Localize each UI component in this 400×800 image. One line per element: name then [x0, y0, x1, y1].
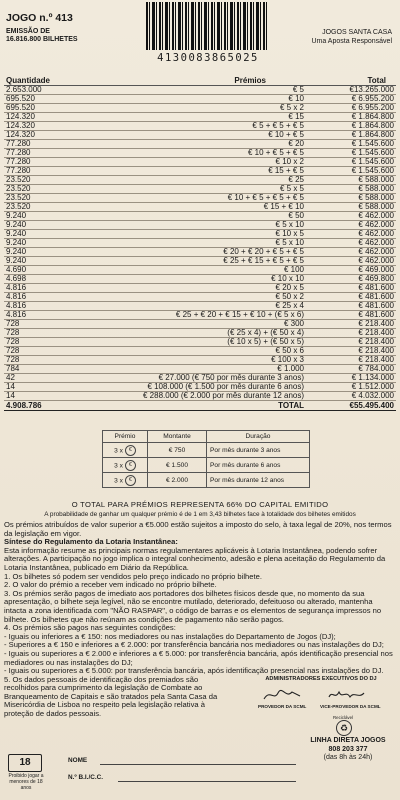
prize-total: € 784.000: [306, 365, 396, 374]
prize-total: € 218.400: [306, 338, 396, 347]
prize-total: € 218.400: [306, 329, 396, 338]
prize-row: [4, 176, 396, 185]
prize-row: [4, 95, 396, 104]
prize-table: [4, 76, 396, 411]
prize-total: €13.265.000: [306, 86, 396, 95]
emission-value: 16.816.800 BILHETES: [6, 36, 78, 43]
prize-row: [4, 329, 396, 338]
inst-premio-text: 3 x: [114, 461, 123, 469]
prize-row: [4, 104, 396, 113]
prize-total: € 462.000: [306, 257, 396, 266]
inst-premio: [103, 443, 148, 458]
inst-duracao: Por mês durante 6 anos: [207, 458, 310, 473]
prize-total: € 1.545.600: [306, 167, 396, 176]
prize-quantity: 728: [4, 347, 92, 356]
header: [0, 0, 400, 84]
hotline-hours: (das 8h às 24h): [323, 754, 373, 761]
prize-description: € 10 + € 5 + € 5 + € 5: [92, 194, 306, 203]
prize-description: € 50 x 2: [92, 293, 306, 302]
total-quantity: 4.908.786: [4, 401, 92, 411]
recycle-icon: ♻: [336, 720, 352, 736]
prize-quantity: 9.240: [4, 212, 92, 221]
inst-montante: € 2.000: [148, 473, 207, 488]
hotline-block: [300, 737, 396, 763]
prize-quantity: 4.690: [4, 266, 92, 275]
prize-total: € 462.000: [306, 248, 396, 257]
prize-quantity: 9.240: [4, 230, 92, 239]
prize-row: [4, 158, 396, 167]
rule-1: 1. Os bilhetes só podem ser vendidos pelo preço indicado no próprio bilhete.: [4, 571, 262, 581]
prize-description: € 10 x 2: [92, 158, 306, 167]
prize-row: [4, 347, 396, 356]
inst-montante: € 750: [148, 443, 207, 458]
prize-row: [4, 311, 396, 320]
prize-total: € 469.800: [306, 275, 396, 284]
inst-premio: [103, 473, 148, 488]
inst-col-premio: Prémio: [103, 431, 148, 443]
prize-description: € 10 + € 5 + € 5: [92, 149, 306, 158]
installment-row: [103, 443, 310, 458]
prize-total: € 469.000: [306, 266, 396, 275]
name-field[interactable]: [100, 764, 296, 765]
prize-description: € 10 + € 5: [92, 131, 306, 140]
emission-label: EMISSÃO DE: [6, 28, 50, 35]
inst-montante: € 1.500: [148, 458, 207, 473]
prize-description: € 27.000 (€ 750 por mês durante 3 anos): [92, 374, 306, 383]
prize-total: € 462.000: [306, 230, 396, 239]
prize-quantity: 9.240: [4, 239, 92, 248]
prize-row: [4, 185, 396, 194]
prize-description: € 15 + € 10: [92, 203, 306, 212]
capital-statement: O TOTAL PARA PRÉMIOS REPRESENTA 66% DO CAPITAL EMITIDO: [71, 500, 329, 509]
prize-description: € 108.000 (€ 1.500 por mês durante 6 anos): [92, 383, 306, 392]
prize-description: € 100: [92, 266, 306, 275]
prize-row: [4, 284, 396, 293]
prize-quantity: 4.698: [4, 275, 92, 284]
signature-provedor-label: PROVEDOR DA SCML: [258, 704, 307, 709]
prize-total: € 462.000: [306, 212, 396, 221]
prize-table-header: [4, 76, 396, 86]
prize-quantity: 728: [4, 338, 92, 347]
brand-name: JOGOS SANTA CASA: [322, 29, 392, 36]
prize-row: [4, 293, 396, 302]
prize-quantity: 9.240: [4, 248, 92, 257]
prize-total: € 6.955.200: [306, 104, 396, 113]
prize-description: € 15: [92, 113, 306, 122]
inst-duracao: Por mês durante 12 anos: [207, 473, 310, 488]
rule-4b: - Superiores a € 150 e inferiores a € 2.000: por transferência bancária nos mediadores ou nas instalações do DJ;: [4, 640, 384, 650]
signature-vice-provedor: [326, 687, 366, 703]
prize-total: € 1.864.800: [306, 122, 396, 131]
recycle-label: Reciclável: [332, 715, 353, 720]
prize-description: (€ 25 x 4) + (€ 50 x 4): [92, 329, 306, 338]
emission-info: [6, 28, 78, 44]
rule-3: 3. Os prémios serão pagos de imediato aos portadores dos bilhetes físicos desde que, no momento da sua apresentação, o bilhete seja legível, não se encontre mutilado, deteriorado, defeituoso ou alterado, mantenha intacta a zona identificada com "NÃO RASPAR", o código de barras e os elementos de segurança impressos no bilhete. Os bilhetes que não reúnam as condições de pagamento não serão pagos.: [4, 588, 382, 624]
id-field[interactable]: [118, 781, 296, 782]
prize-row: [4, 194, 396, 203]
prize-row: [4, 356, 396, 365]
barcode: [146, 2, 268, 50]
prize-description: € 300: [92, 320, 306, 329]
prize-quantity: 4.816: [4, 293, 92, 302]
prize-table-total: [4, 401, 396, 411]
prize-total: € 1.134.000: [306, 374, 396, 383]
coin-icon: €: [125, 445, 136, 456]
prize-table-body: [4, 86, 396, 401]
age-restriction-text: Proibido jogar a menores de 18 anos: [8, 773, 44, 791]
prize-description: € 100 x 3: [92, 356, 306, 365]
col-quantidade: Quantidade: [4, 76, 92, 86]
prize-quantity: 124.320: [4, 122, 92, 131]
prize-description: € 15 + € 5: [92, 167, 306, 176]
prize-row: [4, 320, 396, 329]
id-label: N.º B.I./C.C.: [68, 774, 103, 781]
prize-quantity: 4.816: [4, 302, 92, 311]
coin-icon: €: [125, 475, 136, 486]
prize-row: [4, 113, 396, 122]
prize-total: € 218.400: [306, 356, 396, 365]
coin-icon: €: [125, 460, 136, 471]
prize-description: € 25 x 4: [92, 302, 306, 311]
prize-row: [4, 140, 396, 149]
prize-quantity: 23.520: [4, 176, 92, 185]
prize-row: [4, 122, 396, 131]
prize-quantity: 77.280: [4, 140, 92, 149]
brand-block: [311, 28, 392, 46]
hotline-phone: 808 203 377: [328, 745, 368, 753]
prize-total: € 1.864.800: [306, 131, 396, 140]
prize-quantity: 728: [4, 329, 92, 338]
prize-description: € 5: [92, 86, 306, 95]
signature-vice-provedor-label: VICE-PROVEDOR DA SCML: [320, 704, 381, 709]
regulation-intro: Esta informação resume as principais normas regulamentares aplicáveis à Lotaria Instantânea, podendo sofrer alterações. A participação no jogo implica o integral conhecimento, adesão e plena aceitação do Regulamento da Lotaria Instantânea, publicado em Diário da República.: [4, 545, 386, 572]
prize-description: € 10 x 5: [92, 230, 306, 239]
prize-quantity: 23.520: [4, 203, 92, 212]
col-premios: Prémios: [92, 76, 306, 86]
brand-tagline: Uma Aposta Responsável: [311, 38, 392, 45]
prize-quantity: 14: [4, 383, 92, 392]
rule-4d: - Iguais ou superiores a € 5.000: por transferência bancária, após identificação presencial nas instalações do DJ.: [4, 666, 384, 676]
tax-note: Os prémios atribuídos de valor superior a €5.000 estão sujeitos a imposto do selo, à taxa legal de 20%, nos termos da legislação em vigor.: [4, 520, 392, 538]
signature-provedor: [262, 687, 302, 703]
installment-table: [102, 430, 310, 488]
prize-total: € 588.000: [306, 194, 396, 203]
prize-quantity: 14: [4, 392, 92, 401]
name-label: NOME: [68, 757, 88, 764]
prize-quantity: 728: [4, 320, 92, 329]
prize-total: € 1.545.600: [306, 149, 396, 158]
prize-description: € 10 x 10: [92, 275, 306, 284]
prize-description: € 20: [92, 140, 306, 149]
prize-description: (€ 10 x 5) + (€ 50 x 5): [92, 338, 306, 347]
prize-row: [4, 149, 396, 158]
prize-total: € 218.400: [306, 320, 396, 329]
prize-quantity: 784: [4, 365, 92, 374]
prize-row: [4, 131, 396, 140]
prize-description: € 25 + € 20 + € 15 + € 10 + (€ 5 x 6): [92, 311, 306, 320]
barcode-number: 4130083865025: [157, 52, 259, 64]
prize-description: € 50: [92, 212, 306, 221]
prize-quantity: 124.320: [4, 113, 92, 122]
prize-total: € 1.545.600: [306, 140, 396, 149]
prize-quantity: 23.520: [4, 185, 92, 194]
rule-4: 4. Os prémios são pagos nas seguintes condições:: [4, 623, 176, 633]
rule-4a: - Iguais ou inferiores a € 150: nos mediadores ou nas instalações do Departamento de Jogos (DJ);: [4, 631, 336, 641]
prize-total: € 462.000: [306, 221, 396, 230]
prize-total: € 481.600: [306, 284, 396, 293]
prize-quantity: 695.520: [4, 95, 92, 104]
prize-quantity: 77.280: [4, 158, 92, 167]
col-total: Total: [306, 76, 396, 86]
inst-col-montante: Montante: [148, 431, 207, 443]
inst-duracao: Por mês durante 3 anos: [207, 443, 310, 458]
prize-description: € 5 x 5: [92, 185, 306, 194]
prize-quantity: 4.816: [4, 284, 92, 293]
prize-quantity: 42: [4, 374, 92, 383]
signature-2-icon: [326, 687, 366, 703]
prize-row: [4, 86, 396, 95]
total-label: TOTAL: [92, 401, 306, 411]
prize-description: € 25 + € 15 + € 5 + € 5: [92, 257, 306, 266]
total-value: €55.495.400: [306, 401, 396, 411]
hotline-title: LINHA DIRETA JOGOS: [310, 737, 386, 744]
prize-total: € 588.000: [306, 176, 396, 185]
prize-total: € 6.955.200: [306, 95, 396, 104]
inst-premio: [103, 458, 148, 473]
prize-description: € 5 x 10: [92, 239, 306, 248]
prize-total: € 481.600: [306, 302, 396, 311]
prize-description: € 50 x 6: [92, 347, 306, 356]
prize-quantity: 2.653.000: [4, 86, 92, 95]
prize-quantity: 77.280: [4, 149, 92, 158]
prize-description: € 5 x 2: [92, 104, 306, 113]
regulation-heading: Síntese do Regulamento da Lotaria Instantânea:: [4, 537, 178, 547]
prize-total: € 588.000: [306, 185, 396, 194]
prize-total: € 1.864.800: [306, 113, 396, 122]
prize-total: € 218.400: [306, 347, 396, 356]
signature-1-icon: [262, 687, 302, 703]
rule-4c: - Iguais ou superiores a € 2.000 e inferiores a € 5.000: por transferência bancária, após identificação presencial nos mediadores ou nas instalações do DJ;: [4, 648, 393, 667]
prize-row: [4, 248, 396, 257]
prize-description: € 288.000 (€ 2.000 por mês durante 12 anos): [92, 392, 306, 401]
prize-description: € 1.000: [92, 365, 306, 374]
game-number: JOGO n.º 413: [6, 12, 73, 24]
prize-quantity: 695.520: [4, 104, 92, 113]
prize-row: [4, 203, 396, 212]
prize-total: € 588.000: [306, 203, 396, 212]
installment-row: [103, 473, 310, 488]
prize-row: [4, 275, 396, 284]
prize-description: € 20 x 5: [92, 284, 306, 293]
prize-row: [4, 230, 396, 239]
prize-row: [4, 221, 396, 230]
prize-description: € 5 + € 5 + € 5: [92, 122, 306, 131]
rule-5: 5. Os dados pessoais de identificação dos premiados são recolhidos para cumprimento da legislação de Combate ao Branqueamento de Capitais e são tratados pela Santa Casa da Misericórdia de Lisboa no respeito pela legislação relativa à proteção de dados pessoais.: [4, 674, 218, 719]
prize-quantity: 23.520: [4, 194, 92, 203]
prize-total: € 481.600: [306, 311, 396, 320]
prize-quantity: 9.240: [4, 221, 92, 230]
prize-total: € 1.545.600: [306, 158, 396, 167]
probability-statement: A probabilidade de ganhar um qualquer prémio é de 1 em 3,43 bilhetes face à totalidade dos bilhetes emitidos: [44, 511, 356, 518]
prize-row: [4, 338, 396, 347]
prize-total: € 1.512.000: [306, 383, 396, 392]
prize-description: € 25: [92, 176, 306, 185]
admin-title: ADMINISTRADORES EXECUTIVOS DO DJ: [265, 676, 377, 682]
prize-quantity: 77.280: [4, 167, 92, 176]
prize-quantity: 728: [4, 356, 92, 365]
age-18-badge: 18: [8, 754, 42, 772]
inst-premio-text: 3 x: [114, 446, 123, 454]
prize-row: [4, 266, 396, 275]
prize-total: € 462.000: [306, 239, 396, 248]
installment-row: [103, 458, 310, 473]
prize-row: [4, 392, 396, 401]
prize-quantity: 124.320: [4, 131, 92, 140]
rule-2: 2. O valor do prémio a receber vem indicado no próprio bilhete.: [4, 580, 217, 590]
prize-description: € 10: [92, 95, 306, 104]
prize-quantity: 9.240: [4, 257, 92, 266]
inst-col-duracao: Duração: [207, 431, 310, 443]
inst-premio-text: 3 x: [114, 476, 123, 484]
prize-row: [4, 212, 396, 221]
prize-row: [4, 257, 396, 266]
prize-row: [4, 167, 396, 176]
installment-header: [103, 431, 310, 443]
prize-row: [4, 239, 396, 248]
prize-total: € 4.032.000: [306, 392, 396, 401]
prize-total: € 481.600: [306, 293, 396, 302]
prize-description: € 5 x 10: [92, 221, 306, 230]
prize-description: € 20 + € 20 + € 5 + € 5: [92, 248, 306, 257]
prize-quantity: 4.816: [4, 311, 92, 320]
